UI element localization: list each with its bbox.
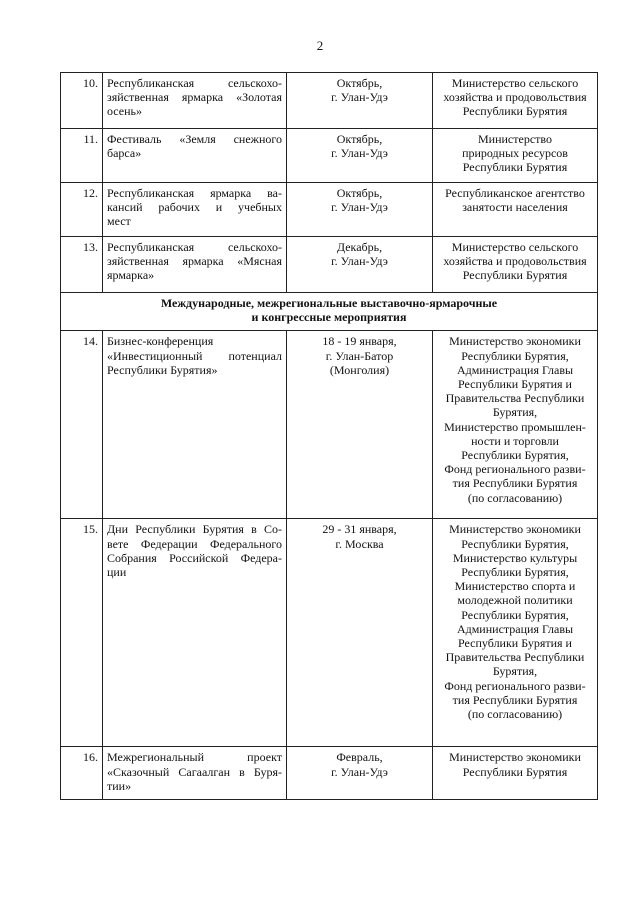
responsible-cell (433, 237, 598, 293)
event-cell (103, 129, 287, 183)
responsible-line: Республики Бурятия, (461, 565, 569, 580)
responsible-line: Республики Бурятия, (461, 536, 569, 551)
responsible-line: Республики Бурятия (462, 764, 568, 779)
event-line: Фестиваль «Земля снежного (107, 132, 282, 146)
responsible-line: Бурятия, (492, 405, 538, 420)
event-cell (103, 183, 287, 237)
row-number: 13. (61, 237, 103, 293)
event-cell (103, 331, 287, 519)
responsible-line: Республики Бурятия (462, 104, 568, 119)
table-body-lower (61, 331, 598, 800)
responsible-line: хозяйства и продовольствия (443, 254, 587, 269)
event-cell (103, 237, 287, 293)
responsible-line: (по согласованию) (467, 490, 563, 505)
responsible-line: Министерство культуры (452, 550, 578, 565)
responsible-line: хозяйства и продовольствия (443, 90, 587, 105)
event-line: Бизнес-конференция (107, 334, 214, 349)
responsible-line: Правительства Республики (445, 650, 585, 665)
event-line: Республиканская сельскохо- (107, 240, 282, 254)
table-row (61, 237, 598, 293)
responsible-line: Министерство сельского (451, 76, 579, 90)
responsible-line: Министерство сельского (451, 240, 579, 254)
responsible-line: (по согласованию) (467, 707, 563, 722)
row-number: 15. (61, 519, 103, 747)
table-row (61, 519, 598, 747)
responsible-line: Республики Бурятия, (461, 607, 569, 622)
date-line: Февраль, (336, 750, 383, 765)
table-row (61, 747, 598, 800)
responsible-line: Администрация Главы (456, 621, 574, 636)
event-line: Республики Бурятия» (107, 362, 218, 377)
table-section (61, 293, 598, 331)
date-cell (287, 183, 433, 237)
row-number: 11. (61, 129, 103, 183)
row-number: 12. (61, 183, 103, 237)
event-line: зяйственная ярмарка «Золотая (107, 90, 282, 105)
event-line: барса» (107, 146, 142, 161)
date-cell (287, 129, 433, 183)
date-line: г. Улан-Удэ (331, 254, 388, 269)
responsible-cell (433, 129, 598, 183)
date-line: 18 - 19 января, (322, 334, 397, 349)
row-number: 10. (61, 73, 103, 129)
responsible-cell (433, 747, 598, 800)
responsible-line: Правительства Республики (445, 391, 585, 406)
table-row (61, 331, 598, 519)
date-cell (287, 73, 433, 129)
section-title (61, 293, 598, 331)
responsible-cell (433, 73, 598, 129)
event-line: Собрания Российской Федера- (107, 550, 282, 565)
responsible-line: Республики Бурятия, (461, 448, 569, 463)
section-title-line-2: и конгрессные мероприятия (251, 310, 407, 325)
date-cell (287, 747, 433, 800)
table-row (61, 129, 598, 183)
date-line: г. Улан-Батор (325, 348, 394, 363)
date-line: Октябрь, (336, 186, 383, 200)
section-title-line-1: Международные, межрегиональные выставочно-ярмарочные (160, 296, 498, 310)
responsible-line: Фонд регионального разви- (444, 462, 586, 477)
responsible-line: Республики Бурятия, (461, 348, 569, 363)
table-body-upper (61, 73, 598, 293)
date-line: Октябрь, (336, 132, 383, 146)
responsible-line: тия Республики Бурятия (452, 692, 578, 707)
responsible-line: Министерство спорта и (454, 579, 576, 594)
event-cell (103, 747, 287, 800)
responsible-line: Министерство экономики (449, 334, 581, 349)
row-number: 14. (61, 331, 103, 519)
responsible-line: ности и торговли (471, 433, 559, 448)
date-line: г. Улан-Удэ (331, 200, 388, 215)
date-line: Декабрь, (336, 240, 383, 254)
event-line: «Инвестиционный потенциал (107, 348, 282, 363)
event-cell (103, 519, 287, 747)
date-line: г. Улан-Удэ (331, 146, 388, 161)
responsible-line: Министерство экономики (449, 750, 581, 765)
responsible-line: Министерство экономики (449, 522, 581, 537)
responsible-line: Фонд регионального разви- (444, 678, 586, 693)
event-line: Дни Республики Бурятия в Со- (107, 522, 282, 537)
event-line: осень» (107, 104, 142, 119)
event-line: Межрегиональный проект (107, 750, 282, 765)
date-line: 29 - 31 января, (322, 522, 397, 537)
event-line: тии» (107, 778, 132, 793)
date-line: (Монголия) (329, 362, 390, 377)
date-cell (287, 237, 433, 293)
section-row (61, 293, 598, 331)
date-line: Октябрь, (336, 76, 383, 90)
responsible-line: Бурятия, (492, 664, 538, 679)
date-cell (287, 519, 433, 747)
responsible-line: молодежной политики (457, 593, 573, 608)
event-line: Республиканская ярмарка ва- (107, 186, 282, 200)
responsible-line: Республики Бурятия и (458, 377, 572, 392)
responsible-line: Республиканское агентство (445, 186, 585, 200)
responsible-line: Администрация Главы (456, 362, 574, 377)
responsible-line: природных ресурсов (462, 146, 568, 161)
responsible-line: Республики Бурятия (462, 268, 568, 283)
date-line: г. Москва (335, 536, 384, 551)
event-line: мест (107, 214, 131, 229)
event-line: кансий рабочих и учебных (107, 200, 282, 215)
responsible-line: тия Республики Бурятия (452, 476, 578, 491)
row-number: 16. (61, 747, 103, 800)
event-line: ярмарка» (107, 268, 155, 283)
responsible-line: Министерство (478, 132, 552, 146)
event-line: Республиканская сельскохо- (107, 76, 282, 90)
responsible-line: Республики Бурятия и (458, 636, 572, 651)
date-cell (287, 331, 433, 519)
responsible-cell (433, 331, 598, 519)
table-row (61, 73, 598, 129)
responsible-cell (433, 519, 598, 747)
table-row (61, 183, 598, 237)
responsible-cell (433, 183, 598, 237)
event-line: «Сказочный Сагаалган в Буря- (107, 764, 282, 779)
event-line: зяйственная ярмарка «Мясная (107, 254, 282, 269)
event-cell (103, 73, 287, 129)
responsible-line: занятости населения (462, 200, 568, 215)
date-line: г. Улан-Удэ (331, 764, 388, 779)
date-line: г. Улан-Удэ (331, 90, 388, 105)
events-table (60, 72, 598, 800)
responsible-line: Министерство промышлен- (444, 419, 586, 434)
event-line: вете Федерации Федерального (107, 536, 282, 551)
responsible-line: Республики Бурятия (462, 160, 568, 175)
page-number: 2 (316, 38, 324, 53)
event-line: ции (107, 565, 127, 580)
